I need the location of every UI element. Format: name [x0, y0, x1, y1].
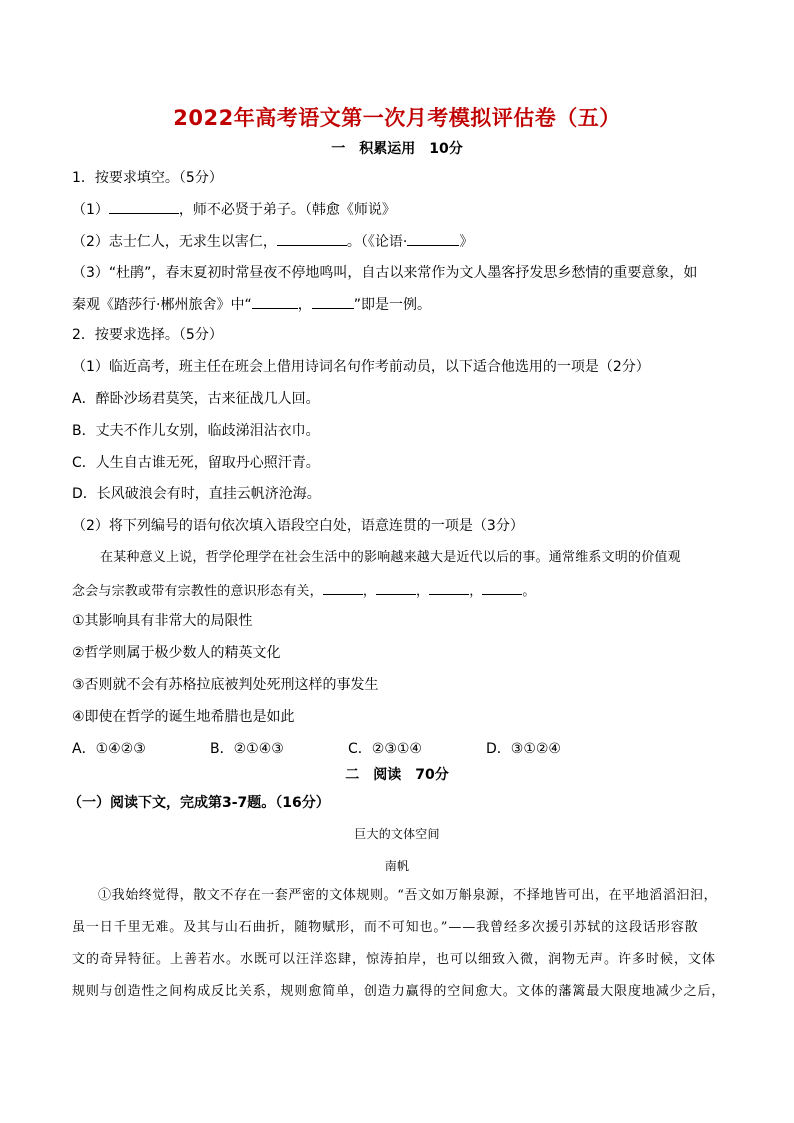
- question-2-stem: 2．按要求选择。（5分）: [72, 327, 223, 343]
- question-2-part-1: （1）临近高考，班主任在班会上借用诗词名句作考前动员，以下适合他选用的一项是（2分）: [72, 359, 650, 375]
- question-1-item-1: （1） ，师不必贤于弟子。（韩愈《师说》: [72, 199, 396, 220]
- sentence-option-3: ③否则就不会有苏格拉底被判处死刑这样的事发生: [72, 677, 379, 693]
- choice-c[interactable]: C．②③①④: [348, 741, 422, 757]
- choice-b[interactable]: B．②①④③: [210, 741, 284, 757]
- question-1-item-3-line-1: （3）“杜鹃”，春末夏初时常昼夜不停地鸣叫，自古以来常作为文人墨客抒发思乡愁情的重要意象，如: [72, 265, 698, 281]
- answer-blank[interactable]: [277, 231, 347, 246]
- option-d[interactable]: D．长风破浪会有时，直挂云帆济沧海。: [72, 486, 321, 502]
- sentence-option-1: ①其影响具有非常大的局限性: [72, 613, 253, 629]
- question-1-item-2: （2）志士仁人，无求生以害仁， 。（《论语· 》: [72, 231, 473, 252]
- reading-instructions: （一）阅读下文，完成第3-7题。（16分）: [68, 795, 330, 811]
- section-heading-2: 二 阅读 70分: [345, 767, 449, 783]
- article-line-2: 虽一日千里无难。及其与山石曲折，随物赋形，而不可知也。”——我曾经多次援引苏轼的这段话形容散: [72, 920, 699, 935]
- article-line-3: 文的奇异特征。上善若水。水既可以汪洋恣肆，惊涛拍岸，也可以细致入微，润物无声。许多时候，文体: [72, 952, 717, 967]
- answer-blank[interactable]: [407, 231, 459, 246]
- passage-line-1: 在某种意义上说，哲学伦理学在社会生活中的影响越来越大是近代以后的事。通常维系文明的价值观: [100, 550, 681, 565]
- answer-blank[interactable]: [109, 199, 179, 214]
- answer-choices: [72, 739, 624, 759]
- sentence-option-4: ④即使在哲学的诞生地希腊也是如此: [72, 709, 295, 725]
- answer-blank[interactable]: [323, 580, 363, 595]
- article-author: 南帆: [384, 859, 410, 873]
- choice-a[interactable]: A．①④②③: [72, 741, 146, 757]
- answer-blank[interactable]: [312, 294, 354, 309]
- answer-blank[interactable]: [252, 294, 298, 309]
- article-title: 巨大的文体空间: [354, 827, 440, 841]
- exam-title: 2022年高考语文第一次月考模拟评估卷（五）: [173, 106, 621, 130]
- question-1-stem: 1．按要求填空。（5分）: [72, 170, 223, 186]
- option-a[interactable]: A．醉卧沙场君莫笑，古来征战几人回。: [72, 391, 320, 407]
- answer-blank[interactable]: [482, 580, 522, 595]
- article-line-4: 规则与创造性之间构成反比关系，规则愈简单，创造力赢得的空间愈大。文体的藩篱最大限度地减少之后，: [72, 984, 726, 999]
- article-line-1: ①我始终觉得，散文不存在一套严密的文体规则。“吾文如万斛泉源，不择地皆可出，在平地滔滔汩汩，: [98, 888, 718, 903]
- question-1-item-3-line-2: 秦观《踏莎行·郴州旅舍》中“ ， ”即是一例。: [72, 294, 431, 315]
- option-b[interactable]: B．丈夫不作儿女别，临歧涕泪沾衣巾。: [72, 423, 320, 439]
- question-2-part-2: （2）将下列编号的语句依次填入语段空白处，语意连贯的一项是（3分）: [72, 518, 524, 534]
- section-heading-1: 一 积累运用 10分: [331, 141, 463, 157]
- passage-line-2: 念会与宗教或带有宗教性的意识形态有关， ， ， ， 。: [72, 580, 536, 602]
- answer-blank[interactable]: [429, 580, 469, 595]
- sentence-option-2: ②哲学则属于极少数人的精英文化: [72, 645, 281, 661]
- answer-blank[interactable]: [376, 580, 416, 595]
- choice-d[interactable]: D．③①②④: [486, 741, 561, 757]
- option-c[interactable]: C．人生自古谁无死，留取丹心照汗青。: [72, 455, 320, 471]
